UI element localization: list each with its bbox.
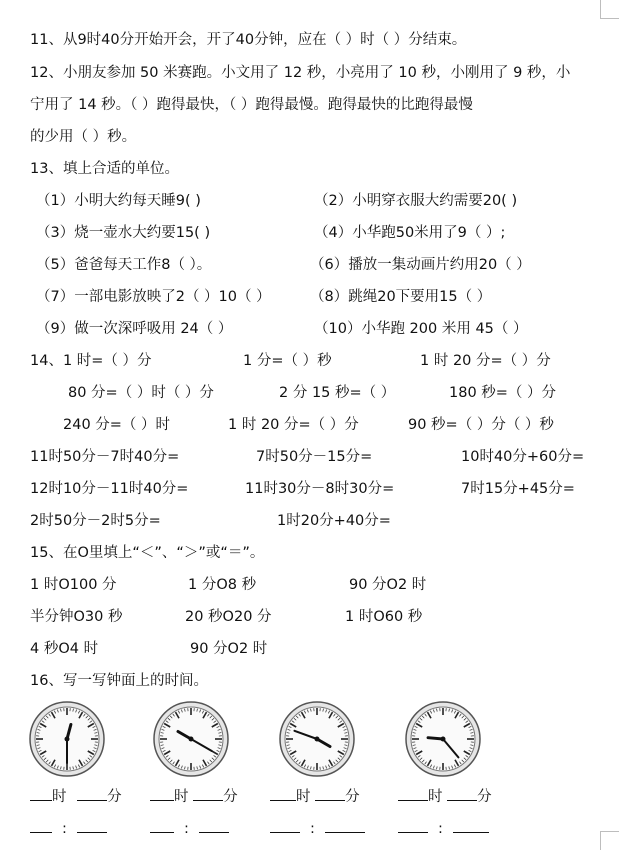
- question-16-title: 16、写一写钟面上的时间。: [30, 671, 208, 691]
- clock-face-1: [28, 700, 106, 778]
- conversion-1: 14、1 时=（ ）分: [30, 351, 152, 371]
- clock-face-2: [152, 700, 230, 778]
- answer-line-2: 时 分: [150, 786, 238, 807]
- unit-item-9: （9）做一次深呼吸用 24（ ）: [36, 319, 232, 339]
- unit-item-1: （1）小明大约每天睡9( ): [36, 191, 201, 211]
- conversion-2: 1 分=（ ）秒: [243, 351, 332, 371]
- unit-item-3: （3）烧一壶水大约要15( ): [36, 223, 210, 243]
- conversion-3: 1 时 20 分=（ ）分: [420, 351, 551, 371]
- unit-item-7: （7）一部电影放映了2（ ）10（ ）: [36, 287, 271, 307]
- question-12-line-2: 宁用了 14 秒。（ ）跑得最快，（ ）跑得最慢。跑得最快的比跑得最慢: [30, 95, 473, 115]
- compare-8: 90 分O2 时: [190, 639, 267, 659]
- question-11: 11、从9时40分开始开会，开了40分钟，应在（ ）时（ ）分结束。: [30, 30, 466, 50]
- unit-item-6: （6）播放一集动画片约用20（ ）: [310, 255, 531, 275]
- conversion-9: 90 秒=（ ）分（ ）秒: [408, 415, 554, 435]
- question-12-line-3: 的少用（ ）秒。: [30, 127, 136, 147]
- calc-5: 11时30分－8时30分=: [245, 479, 394, 499]
- digital-answer-2: :: [150, 818, 229, 839]
- question-13-title: 13、填上合适的单位。: [30, 159, 179, 179]
- compare-7: 4 秒O4 时: [30, 639, 98, 659]
- calc-8: 1时20分+40分=: [277, 511, 391, 531]
- conversion-5: 2 分 15 秒=（ ）: [279, 383, 395, 403]
- conversion-4: 80 分=（ ）时（ ）分: [68, 383, 214, 403]
- clock-face-4: [404, 700, 482, 778]
- clock-center: [441, 737, 446, 742]
- calc-3: 10时40分+60分=: [461, 447, 584, 467]
- compare-5: 20 秒O20 分: [185, 607, 272, 627]
- unit-item-8: （8）跳绳20下要用15（ ）: [310, 287, 491, 307]
- page-corner-mark: [600, 0, 619, 19]
- unit-item-2: （2）小明穿衣服大约需要20( ): [314, 191, 517, 211]
- compare-4: 半分钟O30 秒: [30, 607, 122, 627]
- clock-center: [315, 737, 320, 742]
- calc-4: 12时10分－11时40分=: [30, 479, 188, 499]
- unit-item-5: （5）爸爸每天工作8（ ）。: [36, 255, 211, 275]
- compare-3: 90 分O2 时: [349, 575, 426, 595]
- conversion-6: 180 秒=（ ）分: [449, 383, 556, 403]
- unit-item-4: （4）小华跑50米用了9（ ）;: [314, 223, 505, 243]
- conversion-7: 240 分=（ ）时: [63, 415, 170, 435]
- compare-1: 1 时O100 分: [30, 575, 117, 595]
- calc-2: 7时50分－15分=: [256, 447, 372, 467]
- clock-face-3: [278, 700, 356, 778]
- unit-item-10: （10）小华跑 200 米用 45（ ）: [314, 319, 528, 339]
- conversion-8: 1 时 20 分=（ ）分: [228, 415, 359, 435]
- answer-line-4: 时 分: [398, 786, 492, 807]
- question-15-title: 15、在O里填上“＜”、“＞”或“＝”。: [30, 543, 264, 563]
- calc-6: 7时15分+45分=: [461, 479, 575, 499]
- clock-center: [65, 737, 70, 742]
- digital-answer-3: :: [270, 818, 365, 839]
- digital-answer-4: :: [398, 818, 489, 839]
- calc-1: 11时50分－7时40分=: [30, 447, 179, 467]
- compare-2: 1 分O8 秒: [188, 575, 256, 595]
- compare-6: 1 时O60 秒: [345, 607, 422, 627]
- clock-center: [189, 737, 194, 742]
- answer-line-1: 时 分: [30, 786, 122, 807]
- page-corner-mark: [600, 831, 619, 850]
- question-12-line-1: 12、小朋友参加 50 米赛跑。小文用了 12 秒，小亮用了 10 秒，小刚用了 9 秒，小: [30, 63, 570, 83]
- answer-line-3: 时 分: [270, 786, 360, 807]
- calc-7: 2时50分－2时5分=: [30, 511, 161, 531]
- digital-answer-1: :: [30, 818, 107, 839]
